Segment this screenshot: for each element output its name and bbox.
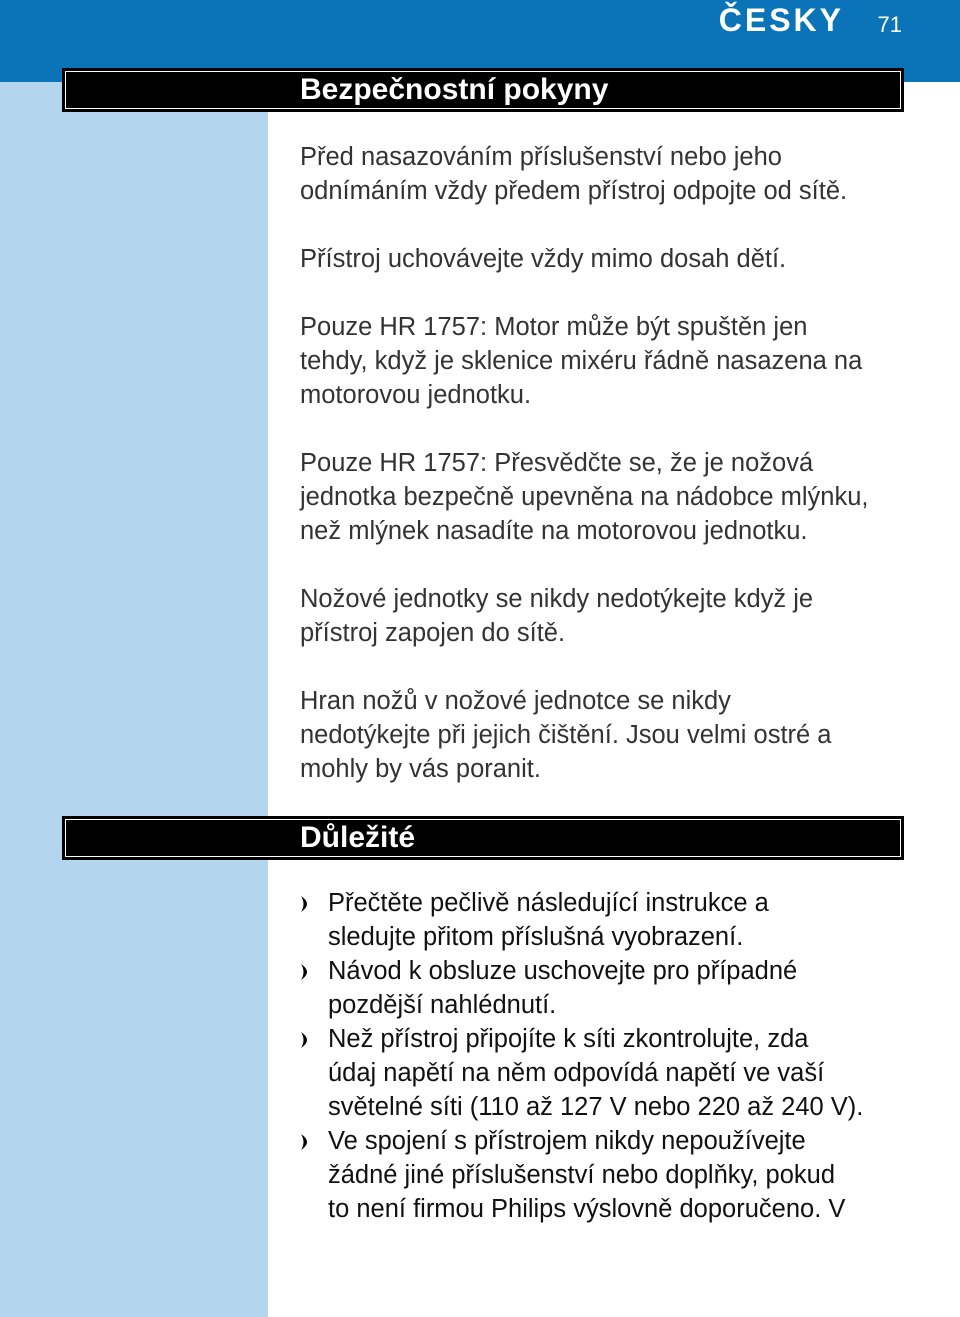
list-item bbox=[300, 886, 940, 954]
bullet-arrow-icon bbox=[300, 1031, 314, 1049]
paragraph-4 bbox=[300, 446, 920, 548]
section-heading-safety: Bezpečnostní pokyny bbox=[62, 68, 904, 112]
bullet-arrow-icon bbox=[300, 895, 314, 913]
paragraph-line: Pouze HR 1757: Přesvědčte se, že je nožová bbox=[300, 449, 814, 477]
paragraph-line: nedotýkejte při jejich čištění. Jsou velmi ostré a bbox=[300, 721, 832, 749]
list-item-line: Návod k obsluze uschovejte pro případné bbox=[328, 957, 798, 985]
list-item-line: Než přístroj připojíte k síti zkontrolujte, zda bbox=[328, 1025, 809, 1053]
paragraph-line: Přístroj uchovávejte vždy mimo dosah dětí. bbox=[300, 245, 787, 273]
list-item bbox=[300, 1124, 940, 1226]
list-item-line: Přečtěte pečlivě následující instrukce a bbox=[328, 889, 769, 917]
paragraph-line: jednotka bezpečně upevněna na nádobce mlýnku, bbox=[300, 483, 869, 511]
list-item-line: sledujte přitom příslušná vyobrazení. bbox=[328, 923, 744, 951]
paragraph-line: přístroj zapojen do sítě. bbox=[300, 619, 566, 647]
list-item-line: žádné jiné příslušenství nebo doplňky, pokud bbox=[328, 1161, 836, 1189]
left-sidebar-band bbox=[0, 0, 268, 1317]
list-item-line: Ve spojení s přístrojem nikdy nepoužívejte bbox=[328, 1127, 806, 1155]
bullet-arrow-icon bbox=[300, 963, 314, 981]
bullet-arrow-icon bbox=[300, 1133, 314, 1151]
paragraph-line: odnímáním vždy předem přístroj odpojte od sítě. bbox=[300, 177, 848, 205]
paragraph-5 bbox=[300, 582, 920, 650]
list-item bbox=[300, 1022, 940, 1124]
paragraph-line: motorovou jednotku. bbox=[300, 381, 532, 409]
paragraph-2 bbox=[300, 242, 920, 276]
list-item bbox=[300, 954, 940, 1022]
list-item-line: údaj napětí na něm odpovídá napětí ve vaší bbox=[328, 1059, 825, 1087]
paragraph-line: tehdy, když je sklenice mixéru řádně nasazena na bbox=[300, 347, 863, 375]
language-label: ČESKY bbox=[718, 2, 844, 38]
list-item-line: pozdější nahlédnutí. bbox=[328, 991, 557, 1019]
page-number: 71 bbox=[877, 12, 902, 37]
paragraph-1 bbox=[300, 140, 920, 208]
paragraph-line: mohly by vás poranit. bbox=[300, 755, 541, 783]
paragraph-line: než mlýnek nasadíte na motorovou jednotku. bbox=[300, 517, 808, 545]
paragraph-line: Nožové jednotky se nikdy nedotýkejte když je bbox=[300, 585, 814, 613]
paragraph-3 bbox=[300, 310, 920, 412]
paragraph-6 bbox=[300, 684, 920, 786]
important-list bbox=[300, 886, 940, 1226]
paragraph-line: Pouze HR 1757: Motor může být spuštěn jen bbox=[300, 313, 808, 341]
paragraph-line: Hran nožů v nožové jednotce se nikdy bbox=[300, 687, 731, 715]
section-heading-important: Důležité bbox=[62, 816, 904, 860]
paragraph-line: Před nasazováním příslušenství nebo jeho bbox=[300, 143, 782, 171]
list-item-line: světelné síti (110 až 127 V nebo 220 až 240 V). bbox=[328, 1093, 864, 1121]
list-item-line: to není firmou Philips výslovně doporučeno. V bbox=[328, 1195, 846, 1223]
